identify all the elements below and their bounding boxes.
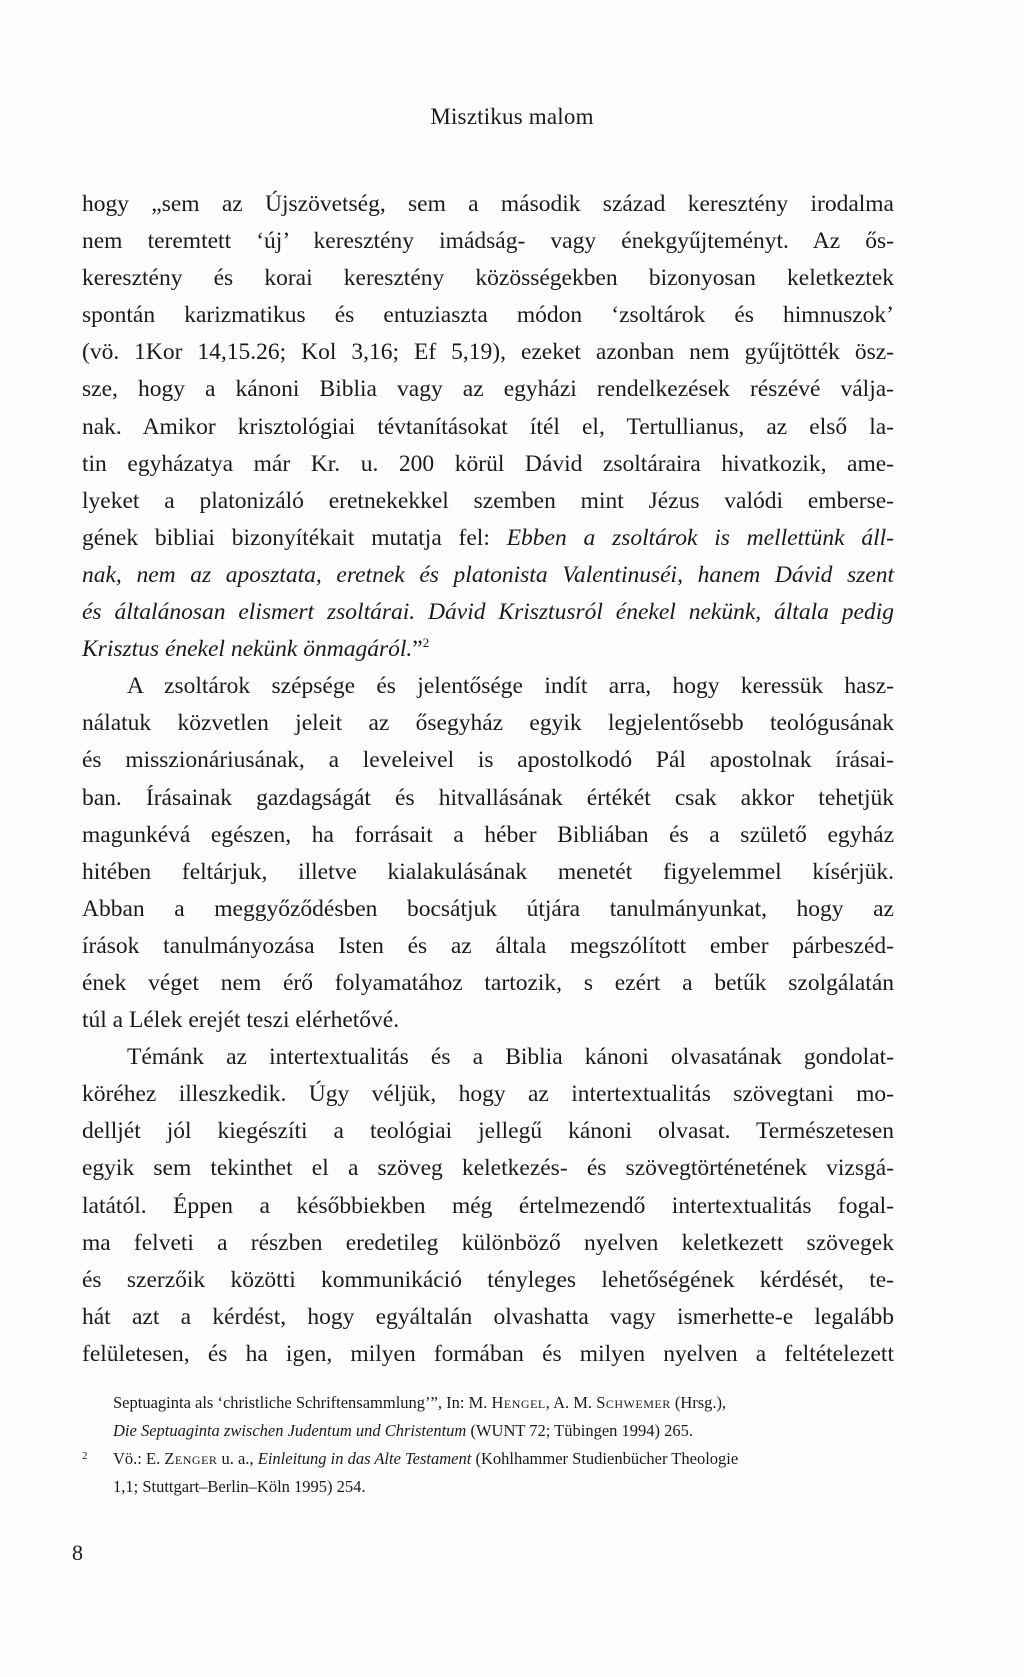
quotation-line	[82, 631, 894, 668]
text-line: tin egyházatya már Kr. u. 200 körül Dávid zsoltáraira hivatkozik, ame-	[82, 450, 894, 477]
page-number: 8	[72, 1540, 83, 1565]
text-line: köréhez illeszkedik. Úgy véljük, hogy az intertextualitás szövegtani mo-	[82, 1081, 894, 1108]
footnote-text: Vö.: E.	[113, 1449, 165, 1468]
paragraph-start-line: Témánk az intertextualitás és a Biblia kánoni olvasatának gondolat-	[127, 1044, 894, 1071]
quotation-span: Ebben a zsoltárok is mellettünk áll-	[506, 524, 895, 551]
text-line: és misszionáriusának, a leveleivel is apostolkodó Pál apostolnak írásai-	[82, 747, 894, 774]
footnote-text: u. a.,	[217, 1449, 258, 1468]
text-line: nak. Amikor krisztológiai tévtanításokat ítél el, Tertullianus, az első la-	[82, 413, 894, 440]
text-line: ének véget nem érő folyamatához tartozik, s ezért a betűk szolgálatán	[82, 969, 894, 996]
footnotes	[82, 1389, 894, 1501]
text-line: magunkévá egészen, ha forrásait a héber Bibliában és a születő egyház	[82, 821, 894, 848]
author-name: Schwemer	[596, 1393, 671, 1412]
footnote-number: 2	[82, 1450, 88, 1462]
text-line: ban. Írásainak gazdagságát és hitvallásának értékét csak akkor tehetjük	[82, 784, 894, 811]
text-line: lyeket a platonizáló eretnekekkel szemben mint Jézus valódi emberse-	[82, 487, 894, 514]
text-line: hogy „sem az Újszövetség, sem a második század keresztény irodalma	[82, 191, 894, 217]
text-line	[82, 520, 894, 557]
footnote-text: (Hrsg.),	[670, 1393, 727, 1412]
footnote-text: Septuaginta als ‘christliche Schriftensammlung’”, In: M.	[113, 1393, 492, 1412]
footnote-line	[82, 1417, 894, 1445]
text-line: latától. Éppen a későbbiekben még értelmezendő intertextualitás fogal-	[82, 1192, 894, 1219]
text-span: gének bibliai bizonyítékait mutatja fel:	[82, 524, 507, 551]
text-line: hát azt a kérdést, hogy egyáltalán olvashatta vagy ismerhette-e legalább	[82, 1303, 894, 1330]
text-line: spontán karizmatikus és entuziaszta módon ‘zsoltárok és himnuszok’	[82, 302, 894, 329]
text-line: írások tanulmányozása Isten és az általa megszólított ember párbeszéd-	[82, 932, 894, 959]
footnote-ref: 2	[422, 635, 430, 651]
text-line: nem teremtett ‘új’ keresztény imádság- vagy énekgyűjteményt. Az ős-	[82, 228, 894, 255]
text-line: delljét jól kiegészíti a teológiai jellegű kánoni olvasat. Természetesen	[82, 1118, 894, 1145]
text-line: egyik sem tekinthet el a szöveg keletkezés- és szövegtörténetének vizsgá-	[82, 1155, 894, 1182]
text-line: nálatuk közvetlen jeleit az ősegyház egyik legjelentősebb teológusának	[82, 710, 894, 737]
text-line: keresztény és korai keresztény közösségekben bizonyosan keletkeztek	[82, 265, 894, 292]
book-title: Einleitung in das Alte Testament	[257, 1449, 472, 1468]
main-text	[82, 186, 894, 1373]
text-line: ma felveti a részben eredetileg különböző nyelven keletkezett szövegek	[82, 1229, 894, 1256]
text-line: felületesen, és ha igen, milyen formában és milyen nyelven a feltételezett	[82, 1340, 894, 1367]
text-line: túl a Lélek erejét teszi elérhetővé.	[82, 1007, 400, 1034]
quotation-span: Krisztus énekel nekünk önmagáról.	[82, 636, 413, 663]
running-head: Misztikus malom	[430, 104, 594, 129]
footnote-line: 1,1; Stuttgart–Berlin–Köln 1995) 254.	[113, 1477, 366, 1496]
author-name: Hengel	[491, 1393, 546, 1412]
text-line: hitében feltárjuk, illetve kialakulásának menetét figyelemmel kísérjük.	[82, 858, 894, 885]
closing-quote: ”	[412, 636, 423, 663]
text-line: (vö. 1Kor 14,15.26; Kol 3,16; Ef 5,19), ezeket azonban nem gyűjtötték ösz-	[82, 339, 894, 366]
footnote-text: (WUNT 72; Tübingen 1994) 265.	[466, 1421, 694, 1440]
text-line: és szerzőik közötti kommunikáció tényleges lehetőségének kérdését, te-	[82, 1266, 894, 1293]
footnote-text: (Kohlhammer Studienbücher Theologie	[471, 1449, 739, 1468]
author-name: Zenger	[164, 1449, 218, 1468]
book-title: Die Septuaginta zwischen Judentum und Christentum	[113, 1421, 467, 1440]
footnote-line	[82, 1389, 894, 1417]
quotation-line: és általánosan elismert zsoltárai. Dávid Krisztusról énekel nekünk, általa pedig	[82, 599, 894, 626]
quotation-line: nak, nem az aposztata, eretnek és platonista Valentinuséi, hanem Dávid szent	[82, 561, 894, 588]
text-line: Abban a meggyőződésben bocsátjuk útjára tanulmányunkat, hogy az	[82, 895, 894, 922]
footnote-line	[82, 1445, 894, 1473]
paragraph-start-line: A zsoltárok szépsége és jelentősége indít arra, hogy keressük hasz-	[127, 673, 894, 700]
text-line: sze, hogy a kánoni Biblia vagy az egyházi rendelkezések részévé válja-	[82, 376, 894, 403]
footnote-text: , A. M.	[545, 1393, 597, 1412]
